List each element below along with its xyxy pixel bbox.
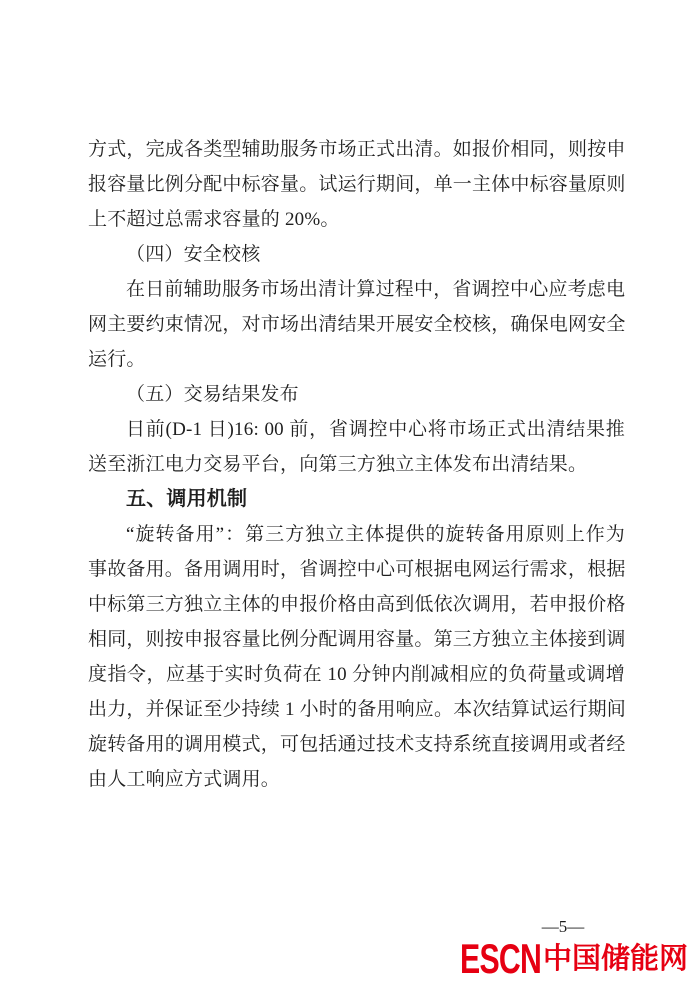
text-line: 日前(D-1 日)16: 00 前，省调控中心将市场正式出清结果推 bbox=[126, 419, 625, 440]
text-line: 上不超过总需求容量的 20%。 bbox=[88, 209, 340, 230]
escn-logo bbox=[460, 935, 688, 982]
para-security-check bbox=[88, 272, 625, 377]
text-line: 度指令，应基于实时负荷在 10 分钟内削减相应的负荷量或调增 bbox=[88, 664, 625, 685]
text-line: 方式，完成各类型辅助服务市场正式出清。如报价相同，则按申 bbox=[88, 139, 626, 160]
heading-section-5-result-publish bbox=[88, 377, 625, 412]
escn-logo-text-zh: 中国储能网 bbox=[542, 943, 688, 975]
text-line: 送至浙江电力交易平台，向第三方独立主体发布出清结果。 bbox=[88, 454, 588, 475]
text-line: 五、调用机制 bbox=[126, 488, 248, 510]
text-line: 相同，则按申报容量比例分配调用容量。第三方独立主体接到调 bbox=[88, 629, 626, 650]
page-number: —5— bbox=[541, 917, 585, 936]
text-line: 运行。 bbox=[88, 349, 146, 370]
para-spinning-reserve-dispatch bbox=[88, 517, 625, 797]
heading-section-4-security-check bbox=[88, 237, 625, 272]
text-line: 出力，并保证至少持续 1 小时的备用响应。本次结算试运行期间 bbox=[88, 699, 627, 720]
text-line: 旋转备用的调用模式，可包括通过技术支持系统直接调用或者经 bbox=[88, 734, 626, 755]
text-line: 事故备用。备用调用时，省调控中心可根据电网运行需求，根据 bbox=[88, 559, 626, 580]
text-line: 网主要约束情况，对市场出清结果开展安全校核，确保电网安全 bbox=[88, 314, 626, 335]
text-line: 在日前辅助服务市场出清计算过程中，省调控中心应考虑电 bbox=[126, 279, 626, 300]
text-line: （五）交易结果发布 bbox=[126, 384, 299, 405]
text-line: “旋转备用”：第三方独立主体提供的旋转备用原则上作为 bbox=[126, 524, 625, 545]
document-body-text bbox=[88, 132, 625, 797]
escn-logo-text-en: ESCN bbox=[460, 935, 542, 982]
text-line: （四）安全校核 bbox=[126, 244, 261, 265]
text-line: 报容量比例分配中标容量。试运行期间，单一主体中标容量原则 bbox=[88, 174, 626, 195]
text-line: 由人工响应方式调用。 bbox=[88, 769, 281, 790]
heading-chapter-5-dispatch-mechanism bbox=[88, 482, 625, 517]
text-line: 中标第三方独立主体的申报价格由高到低依次调用，若申报价格 bbox=[88, 594, 626, 615]
para-market-clearing-continuation bbox=[88, 132, 625, 237]
para-result-publish bbox=[88, 412, 625, 482]
